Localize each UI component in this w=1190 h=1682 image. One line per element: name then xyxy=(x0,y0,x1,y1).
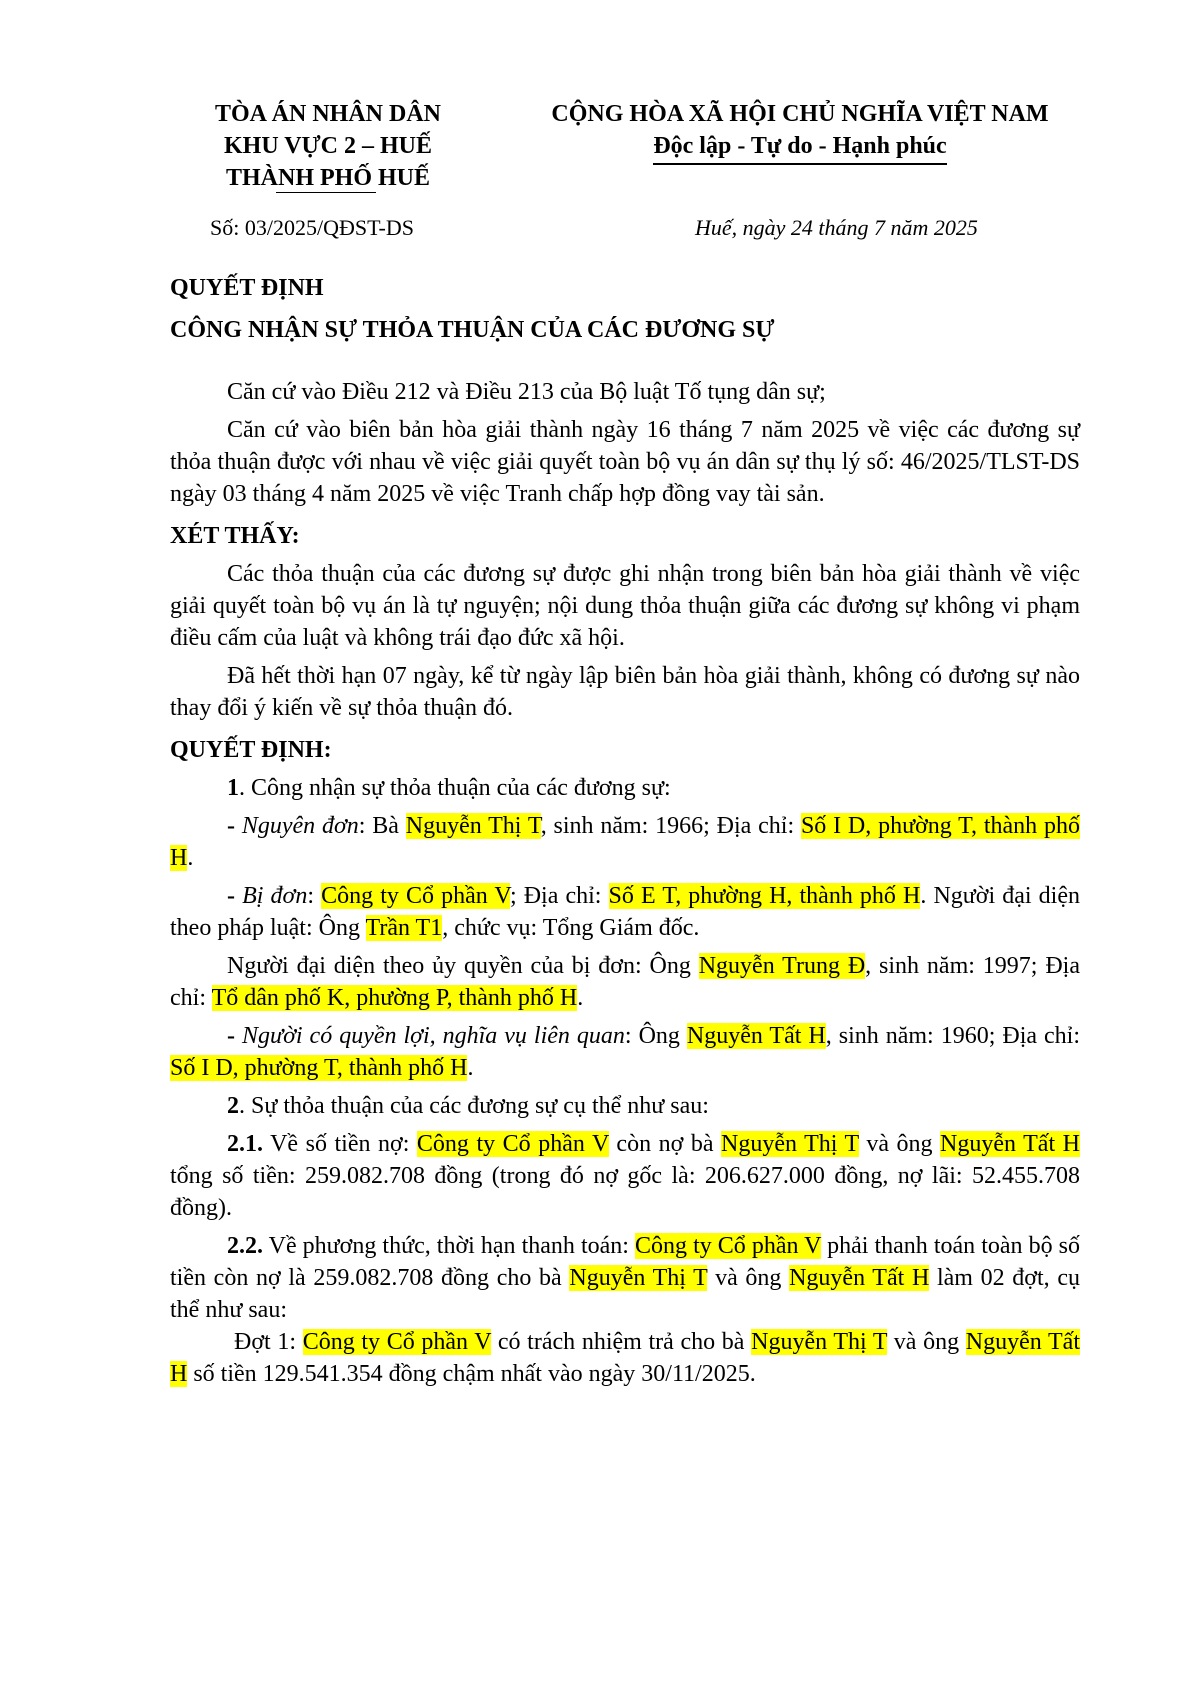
decision-item-1: 1. Công nhận sự thỏa thuận của các đương sự: xyxy=(227,775,671,801)
highlighted-name: Nguyễn Tất H xyxy=(789,1265,930,1291)
nation-title: CỘNG HÒA XÃ HỘI CHỦ NGHĨA VIỆT NAM xyxy=(551,101,1049,127)
highlighted-name: Công ty Cổ phần V xyxy=(321,883,510,909)
highlighted-address: Số I D, phường T, thành phố H xyxy=(170,813,1080,871)
page-subtitle: CÔNG NHẬN SỰ THỎA THUẬN CỦA CÁC ĐƯƠNG SỰ xyxy=(170,317,775,343)
decision-item-2: 2. Sự thỏa thuận của các đương sự cụ thể như sau: xyxy=(227,1093,709,1119)
highlighted-name: Nguyễn Tất H xyxy=(170,1329,1080,1387)
item-number: 1 xyxy=(227,775,239,801)
decision-item-2-2: 2.2. Về phương thức, thời hạn thanh toán: Công ty Cổ phần V phải thanh toán toàn bộ số tiền còn nợ là 259.082.708 đồng cho bà Nguyễn Thị T và ông Nguyễn Tất H làm 02 đợt, cụ thể như sau: xyxy=(170,1233,1080,1323)
highlighted-name: Nguyễn Tất H xyxy=(686,1023,826,1049)
highlighted-name: Nguyễn Tất H xyxy=(940,1131,1080,1157)
highlighted-name: Công ty Cổ phần V xyxy=(416,1131,609,1157)
highlighted-name: Công ty Cổ phần V xyxy=(302,1329,492,1355)
payment-phase-1: Đợt 1: Công ty Cổ phần V có trách nhiệm trả cho bà Nguyễn Thị T và ông Nguyễn Tất H số tiền 129.541.354 đồng chậm nhất vào ngày 30/11/2025. xyxy=(170,1329,1080,1387)
court-line-2: KHU VỰC 2 – HUẾ xyxy=(223,133,432,159)
highlighted-name: Nguyễn Trung Đ xyxy=(698,953,866,979)
plaintiff-paragraph: - Nguyên đơn: Bà Nguyễn Thị T, sinh năm: 1966; Địa chỉ: Số I D, phường T, thành phố H. xyxy=(170,813,1080,871)
highlighted-address: Số E T, phường H, thành phố H xyxy=(608,883,921,909)
related-party-paragraph: - Người có quyền lợi, nghĩa vụ liên quan: Ông Nguyễn Tất H, sinh năm: 1960; Địa chỉ: Số I D, phường T, thành phố H. xyxy=(170,1023,1080,1081)
document-body xyxy=(170,272,1080,1390)
highlighted-name: Nguyễn Thị T xyxy=(569,1265,708,1291)
party-role: Bị đơn xyxy=(242,883,308,909)
decision-heading: QUYẾT ĐỊNH: xyxy=(170,737,332,763)
item-number: 2.2. xyxy=(227,1233,263,1259)
place-date: Huế, ngày 24 tháng 7 năm 2025 xyxy=(695,215,978,240)
defendant-paragraph: - Bị đơn: Công ty Cổ phần V; Địa chỉ: Số E T, phường H, thành phố H. Người đại diện theo pháp luật: Ông Trần T1, chức vụ: Tổng Giám đốc. xyxy=(170,883,1081,941)
item-number: 2.1. xyxy=(227,1131,263,1157)
findings-paragraph-1: Các thỏa thuận của các đương sự được ghi nhận trong biên bản hòa giải thành về việc giải quyết toàn bộ vụ án là tự nguyện; nội dung thỏa thuận giữa các đương sự không vi phạm điều cấm của luật và không trái đạo đức xã hội. xyxy=(170,561,1080,651)
court-line-1: TÒA ÁN NHÂN DÂN xyxy=(214,101,441,127)
party-role: Người có quyền lợi, nghĩa vụ liên quan xyxy=(241,1023,625,1049)
highlighted-name: Trần T1 xyxy=(365,915,443,941)
highlighted-name: Nguyễn Thị T xyxy=(405,813,541,839)
basis-paragraph-2: Căn cứ vào biên bản hòa giải thành ngày 16 tháng 7 năm 2025 về việc các đương sự thỏa thuận được với nhau về việc giải quyết toàn bộ vụ án dân sự thụ lý số: 46/2025/TLST-DS ngày 03 tháng 4 năm 2025 về việc Tranh chấp hợp đồng vay tài sản. xyxy=(170,417,1080,507)
highlighted-address: Tổ dân phố K, phường P, thành phố H xyxy=(211,985,578,1011)
motto: Độc lập - Tự do - Hạnh phúc xyxy=(653,130,946,165)
item-number: 2 xyxy=(227,1093,239,1119)
findings-paragraph-2: Đã hết thời hạn 07 ngày, kể từ ngày lập biên bản hòa giải thành, không có đương sự nào thay đổi ý kiến về sự thỏa thuận đó. xyxy=(170,663,1080,721)
party-role: Nguyên đơn xyxy=(241,813,359,839)
court-underline xyxy=(276,192,376,193)
findings-heading: XÉT THẤY: xyxy=(170,523,300,549)
decision-item-2-1: 2.1. Về số tiền nợ: Công ty Cổ phần V còn nợ bà Nguyễn Thị T và ông Nguyễn Tất H tổng số tiền: 259.082.708 đồng (trong đó nợ gốc là: 206.627.000 đồng, nợ lãi: 52.455.708 đồng). xyxy=(170,1131,1080,1221)
highlighted-address: Số I D, phường T, thành phố H xyxy=(170,1055,468,1081)
authorized-representative-paragraph: Người đại diện theo ủy quyền của bị đơn: Ông Nguyễn Trung Đ, sinh năm: 1997; Địa chỉ: Tổ dân phố K, phường P, thành phố H. xyxy=(170,953,1080,1011)
court-line-3: THÀNH PHỐ HUẾ xyxy=(225,165,430,191)
highlighted-name: Nguyễn Thị T xyxy=(751,1329,888,1355)
highlighted-name: Công ty Cổ phần V xyxy=(635,1233,822,1259)
court-name xyxy=(188,98,468,194)
page-title: QUYẾT ĐỊNH xyxy=(170,275,324,301)
national-header xyxy=(500,98,1100,165)
basis-paragraph-1: Căn cứ vào Điều 212 và Điều 213 của Bộ luật Tố tụng dân sự; xyxy=(227,379,826,405)
document-number: Số: 03/2025/QĐST-DS xyxy=(210,215,414,240)
highlighted-name: Nguyễn Thị T xyxy=(721,1131,859,1157)
